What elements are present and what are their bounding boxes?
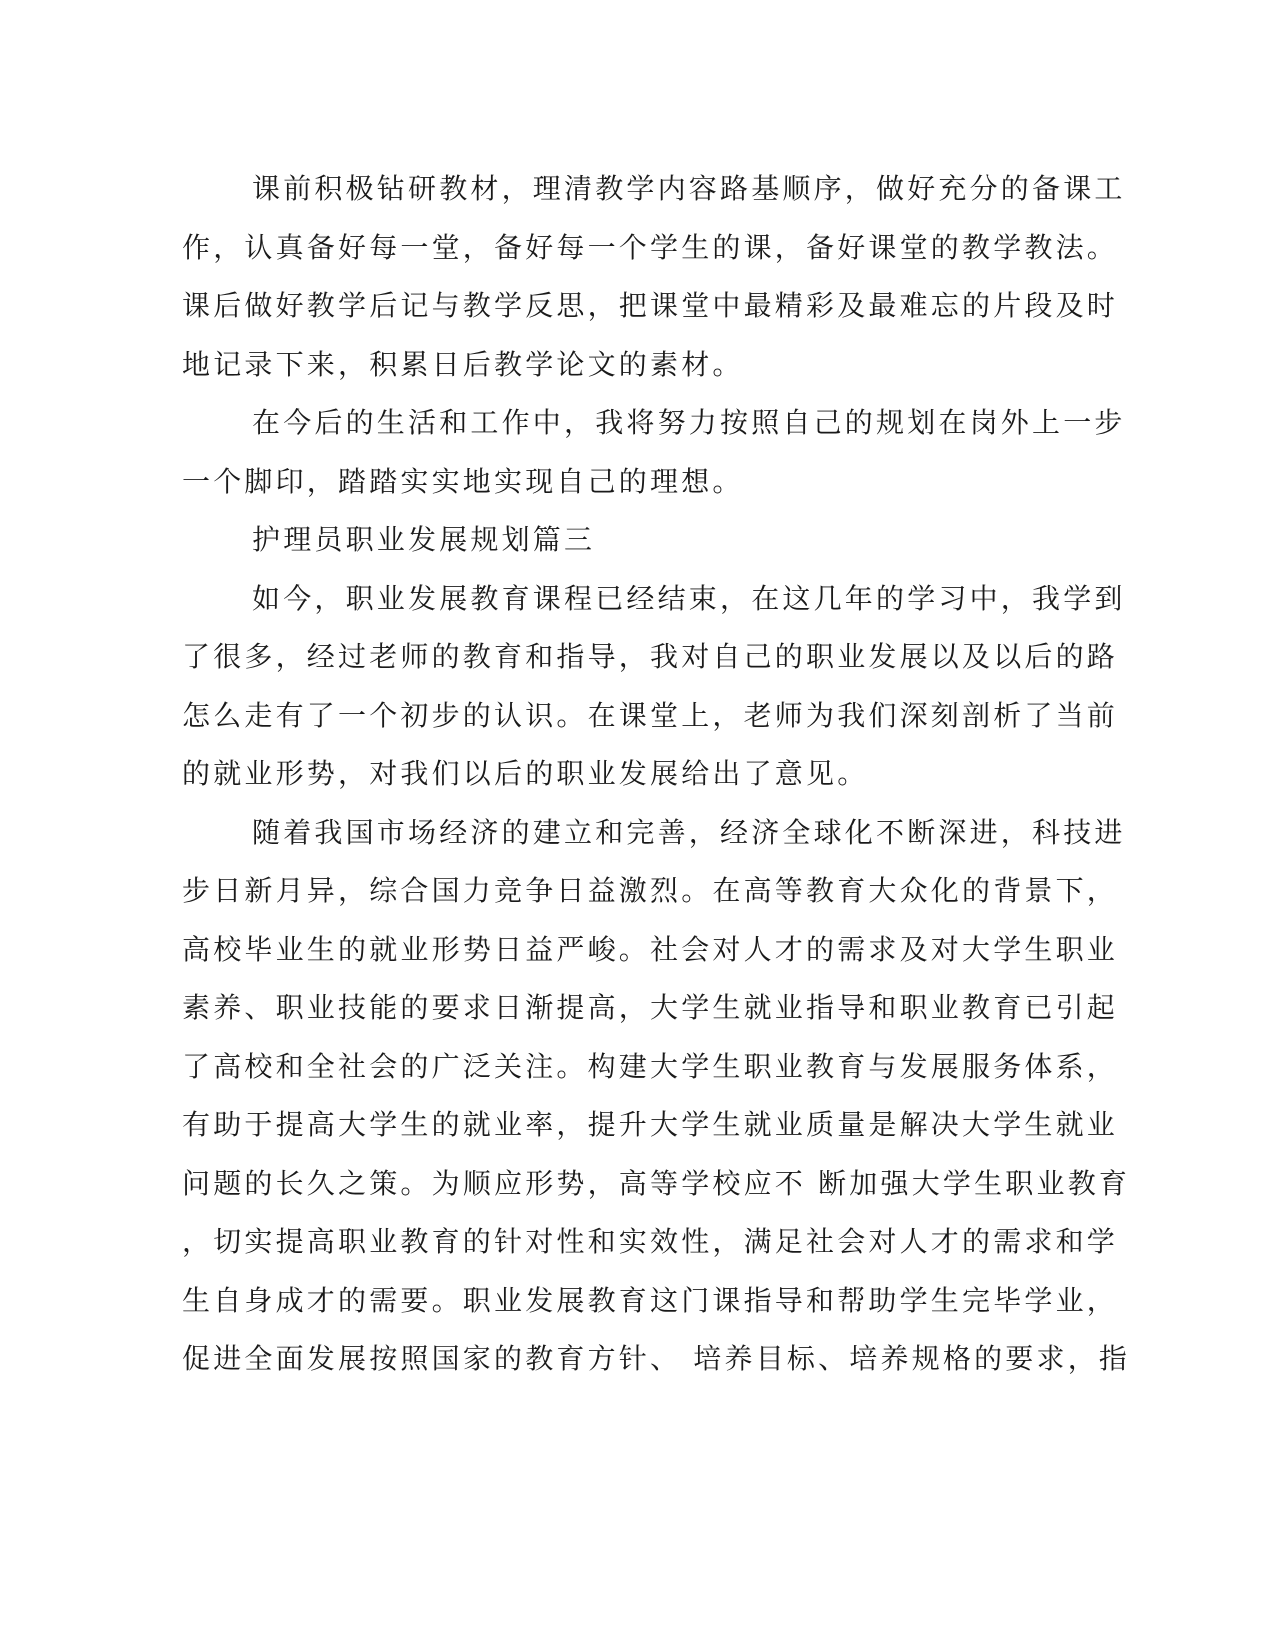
text-line: 素养、职业技能的要求日渐提高，大学生就业指导和职业教育已引起 [182,991,1119,1024]
text-line: 护理员职业发展规划篇三 [252,523,596,556]
text-line: 地记录下来，积累日后教学论文的素材。 [182,347,744,381]
text-line: ，切实提高职业教育的针对性和实效性，满足社会对人才的需求和学 [182,1225,1119,1258]
text-line: 高校毕业生的就业形势日益严峻。社会对人才的需求及对大学生职业 [182,932,1119,966]
text-line: 课前积极钻研教材，理清教学内容路基顺序，做好充分的备课工 [252,172,1126,205]
text-line: 如今，职业发展教育课程已经结束，在这几年的学习中，我学到 [252,581,1126,615]
text-line: 步日新月异，综合国力竞争日益激烈。在高等教育大众化的背景下， [182,874,1119,907]
text-line: 作，认真备好每一堂，备好每一个学生的课，备好课堂的教学教法。 [182,230,1119,264]
text-line: 有助于提高大学生的就业率，提升大学生就业质量是解决大学生就业 [182,1108,1119,1141]
text-line: 生自身成才的需要。职业发展教育这门课指导和帮助学生完毕学业， [182,1283,1119,1317]
document-body [182,160,1131,1389]
text-line: 在今后的生活和工作中，我将努力按照自己的规划在岗外上一步 [252,406,1126,439]
text-line: 的就业形势，对我们以后的职业发展给出了意见。 [182,757,869,790]
text-line: 了高校和全社会的广泛关注。构建大学生职业教育与发展服务体系， [182,1049,1119,1083]
text-line: 促进全面发展按照国家的教育方针、 培养目标、培养规格的要求，指 [182,1342,1131,1375]
text-line: 问题的长久之策。为顺应形势，高等学校应不 断加强大学生职业教育 [182,1166,1131,1200]
text-line: 了很多，经过老师的教育和指导，我对自己的职业发展以及以后的路 [182,640,1119,673]
text-line: 怎么走有了一个初步的认识。在课堂上，老师为我们深刻剖析了当前 [182,698,1119,732]
text-line: 课后做好教学后记与教学反思，把课堂中最精彩及最难忘的片段及时 [182,289,1119,322]
text-line: 随着我国市场经济的建立和完善，经济全球化不断深进，科技进 [252,815,1126,849]
text-line: 一个脚印，踏踏实实地实现自己的理想。 [182,464,744,498]
